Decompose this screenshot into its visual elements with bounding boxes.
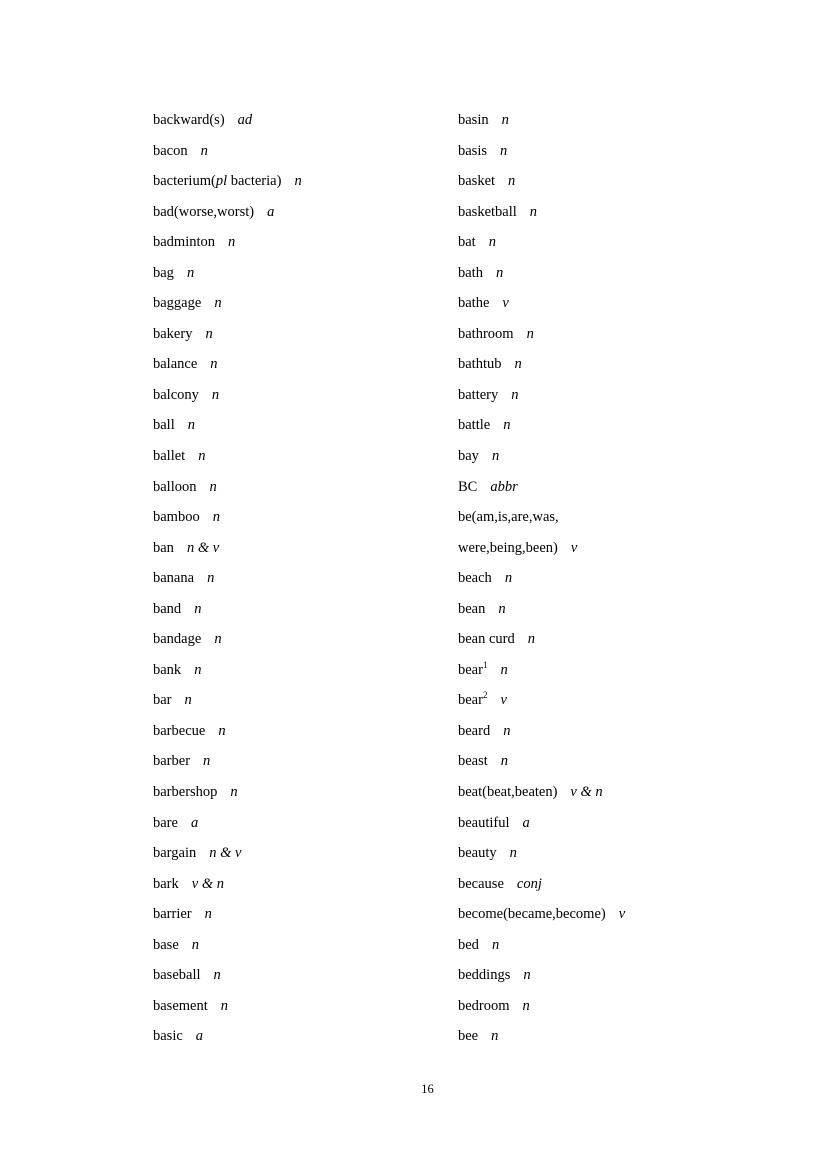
entry-superscript: 2 <box>482 690 488 701</box>
entry-pos: v <box>570 539 578 556</box>
entry-word: bean curd <box>458 631 515 648</box>
entry-word: battle <box>458 417 491 434</box>
entry-word: bark <box>153 875 179 892</box>
entry-word: banana <box>153 570 195 587</box>
entry-word: bargain <box>153 845 197 862</box>
entry-row <box>458 258 625 289</box>
entry-row <box>458 624 625 655</box>
entry-row <box>153 349 302 380</box>
entry-pos: a <box>195 1028 204 1045</box>
entry-row <box>458 502 625 533</box>
entry-row <box>458 410 625 441</box>
entry-row <box>458 136 625 167</box>
entry-row <box>458 472 625 503</box>
entry-word-after: bacteria) <box>227 173 282 190</box>
entry-row <box>458 441 625 472</box>
entry-word: battery <box>458 386 499 403</box>
entry-pos: n <box>194 661 202 678</box>
entry-word: bee <box>458 1028 479 1045</box>
entry-row <box>458 777 625 808</box>
entry-row <box>458 594 625 625</box>
entry-word: barrier <box>153 906 192 923</box>
entry-word: bacon <box>153 142 188 159</box>
entry-pos: n <box>488 234 496 251</box>
entry-row <box>153 288 302 319</box>
entry-pos: n <box>207 570 215 587</box>
entry-word: bat <box>458 234 476 251</box>
entry-word: beddings <box>458 967 511 984</box>
entry-word: baggage <box>153 295 202 312</box>
entry-word: balance <box>153 356 198 373</box>
entry-pos: n <box>211 386 220 403</box>
entry-word: bath <box>458 264 483 281</box>
entry-pos: n <box>504 570 513 587</box>
entry-pos: n & v <box>209 845 242 862</box>
entry-word: bay <box>458 448 479 465</box>
entry-pos: n <box>205 325 213 342</box>
entry-word: base <box>153 936 179 953</box>
entry-row <box>153 838 302 869</box>
entry-pos: v <box>502 295 509 312</box>
entry-row <box>458 869 625 900</box>
entry-word: bathroom <box>458 325 514 342</box>
entry-row <box>458 930 625 961</box>
entry-pos: n <box>509 845 517 862</box>
entry-word: bamboo <box>153 509 200 526</box>
entry-row <box>153 991 302 1022</box>
entry-pos: a <box>522 814 530 831</box>
entry-pos: n <box>500 142 508 159</box>
entry-pos: abbr <box>490 478 518 495</box>
entry-pos: n <box>228 234 236 251</box>
entry-row <box>458 838 625 869</box>
entry-word: basement <box>153 997 208 1014</box>
entry-word: become(became,become) <box>458 906 606 923</box>
page-number: 16 <box>421 1082 434 1096</box>
entry-pos: n & v <box>186 539 220 556</box>
entry-row <box>458 197 625 228</box>
entry-row <box>458 563 625 594</box>
entry-row <box>153 197 302 228</box>
entry-word: balloon <box>153 478 197 495</box>
entry-pos: n <box>503 417 511 434</box>
entry-pos: n <box>200 142 208 159</box>
entry-row <box>153 624 302 655</box>
entry-row <box>153 594 302 625</box>
entry-pos: n <box>210 356 218 373</box>
entry-pos: n <box>198 448 206 465</box>
entry-row <box>153 869 302 900</box>
entry-pos: n <box>529 203 538 220</box>
entry-word: bed <box>458 936 479 953</box>
entry-row <box>153 105 302 136</box>
entry-word: because <box>458 875 504 892</box>
left-column <box>153 105 302 1052</box>
entry-row <box>458 533 625 564</box>
entry-word: bare <box>153 814 178 831</box>
entry-word: basis <box>458 142 487 159</box>
entry-word: ball <box>153 417 175 434</box>
entry-word: barber <box>153 753 191 770</box>
entry-word: bacterium( <box>153 173 216 190</box>
entry-row <box>153 899 302 930</box>
entry-pos: n <box>187 417 195 434</box>
entry-row <box>153 1021 302 1052</box>
entry-pos: n <box>194 600 202 617</box>
entry-pos: n <box>491 936 500 953</box>
entry-word: were,being,been) <box>458 539 558 556</box>
entry-word: basic <box>153 1028 183 1045</box>
entry-row <box>458 746 625 777</box>
entry-row <box>153 563 302 594</box>
entry-word: backward(s) <box>153 112 225 128</box>
entry-pos: n <box>230 784 238 801</box>
entry-row <box>458 991 625 1022</box>
entry-word: beauty <box>458 845 497 862</box>
entry-pos: n <box>209 478 217 495</box>
entry-row <box>458 166 625 197</box>
entry-word: bandage <box>153 631 202 648</box>
entry-row <box>153 502 302 533</box>
entry-word: bean <box>458 600 486 617</box>
entry-pos: a <box>190 814 199 831</box>
entry-word: bedroom <box>458 997 510 1014</box>
entry-pos: a <box>267 203 275 220</box>
entry-pos: n <box>500 753 509 770</box>
entry-word: beast <box>458 753 488 770</box>
entry-pos: v & n <box>570 784 603 801</box>
entry-row <box>458 227 625 258</box>
entry-word: bear <box>458 661 483 678</box>
entry-pos: v <box>500 692 507 709</box>
entry-row <box>458 105 625 136</box>
entry-word: basin <box>458 112 489 128</box>
entry-row <box>458 808 625 839</box>
entry-row <box>153 655 302 686</box>
entry-row <box>458 349 625 380</box>
entry-word: bear <box>458 692 483 709</box>
entry-word: balcony <box>153 386 199 403</box>
entry-word: basketball <box>458 203 517 220</box>
entry-row <box>458 685 625 716</box>
entry-word: barbershop <box>153 784 218 801</box>
right-column <box>458 105 625 1052</box>
entry-row <box>153 746 302 777</box>
entry-pos: n <box>501 112 509 128</box>
entry-pos: n <box>526 325 534 342</box>
entry-word: bakery <box>153 325 193 342</box>
entry-row <box>153 380 302 411</box>
entry-row <box>153 685 302 716</box>
entry-row <box>458 319 625 350</box>
entry-word: bathe <box>458 295 490 312</box>
entry-row <box>458 716 625 747</box>
entry-row <box>458 1021 625 1052</box>
entry-pos: n <box>500 661 508 678</box>
entry-row <box>153 258 302 289</box>
entry-word: ban <box>153 539 174 556</box>
entry-pos: n <box>212 509 220 526</box>
entry-row <box>458 380 625 411</box>
entry-pos: conj <box>516 875 542 892</box>
entry-pos: n <box>498 600 506 617</box>
entry-row <box>153 533 302 564</box>
entry-word: beach <box>458 570 492 587</box>
entry-pos: n <box>503 722 511 739</box>
entry-pos: n <box>527 631 536 648</box>
entry-pos: n <box>495 264 504 281</box>
entry-word: baseball <box>153 967 201 984</box>
entry-superscript: 1 <box>482 660 488 671</box>
entry-word: be(am,is,are,was, <box>458 509 559 526</box>
entry-pos: n <box>203 753 211 770</box>
entry-pos: n <box>204 906 212 923</box>
entry-pos: n <box>294 173 302 190</box>
entry-pos: ad <box>237 112 253 128</box>
entry-word: beautiful <box>458 814 510 831</box>
entry-pos: n <box>508 173 516 190</box>
entry-pos: v & n <box>191 875 224 892</box>
entry-word: bank <box>153 661 182 678</box>
entry-row <box>153 777 302 808</box>
entry-row <box>458 960 625 991</box>
entry-word: BC <box>458 478 478 495</box>
entry-word: badminton <box>153 234 216 251</box>
entry-row <box>458 899 625 930</box>
entry-word: basket <box>458 173 496 190</box>
entry-row <box>153 136 302 167</box>
entry-word: bathtub <box>458 356 502 373</box>
entry-row <box>153 227 302 258</box>
entry-row <box>153 808 302 839</box>
entry-pos: n <box>186 264 195 281</box>
entry-pos: v <box>618 906 626 923</box>
entry-pos: n <box>214 631 222 648</box>
entry-row <box>153 716 302 747</box>
entry-row <box>153 960 302 991</box>
entry-word: barbecue <box>153 722 206 739</box>
entry-word: bar <box>153 692 172 709</box>
entry-row <box>458 655 625 686</box>
entry-row <box>153 472 302 503</box>
entry-row <box>153 930 302 961</box>
entry-pos: n <box>491 1028 499 1045</box>
entry-word: beat(beat,beaten) <box>458 784 558 801</box>
entry-pos: n <box>523 967 531 984</box>
entry-pos: n <box>191 936 200 953</box>
entry-row <box>153 410 302 441</box>
entry-pos: n <box>184 692 192 709</box>
entry-row <box>153 441 302 472</box>
entry-word: ballet <box>153 448 186 465</box>
entry-row <box>153 166 302 197</box>
entry-row <box>153 319 302 350</box>
entry-pos: n <box>218 722 226 739</box>
entry-word: band <box>153 600 182 617</box>
entry-pos: n <box>213 967 221 984</box>
entry-word: bag <box>153 264 174 281</box>
entry-row <box>458 288 625 319</box>
entry-pos: n <box>491 448 500 465</box>
entry-word-italic-part: pl <box>215 173 228 190</box>
entry-word: bad(worse,worst) <box>153 203 255 220</box>
entry-pos: n <box>511 386 519 403</box>
entry-pos: n <box>522 997 530 1014</box>
entry-word: beard <box>458 722 491 739</box>
entry-pos: n <box>514 356 522 373</box>
entry-pos: n <box>214 295 222 312</box>
entry-pos: n <box>220 997 229 1014</box>
